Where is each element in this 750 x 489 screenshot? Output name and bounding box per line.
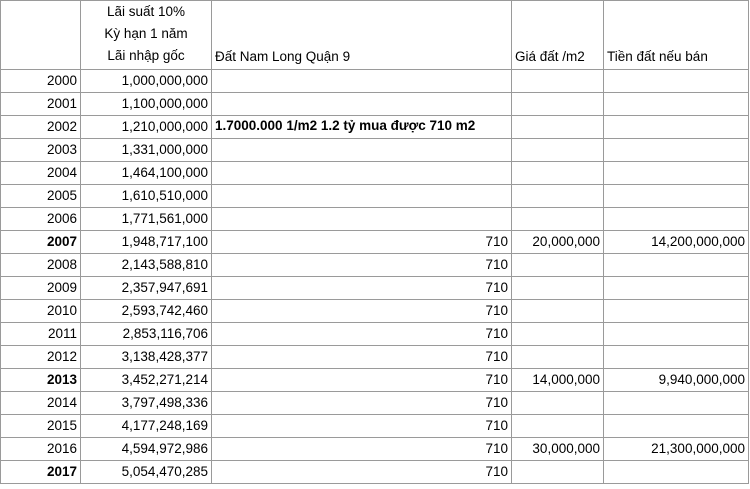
capital-cell[interactable]: 4,594,972,986 (81, 438, 212, 461)
area-cell[interactable]: 710 (212, 415, 512, 438)
year-cell[interactable]: 2014 (1, 392, 81, 415)
note-text: 1.7000.000 1/m2 1.2 tỷ mua được 710 m2 (215, 118, 476, 133)
area-cell[interactable]: 710 (212, 438, 512, 461)
price-cell[interactable] (512, 277, 604, 300)
year-cell[interactable]: 2008 (1, 254, 81, 277)
value-cell[interactable] (604, 392, 749, 415)
header-capital-line-2: Kỳ hạn 1 năm (104, 26, 188, 41)
price-cell[interactable] (512, 208, 604, 231)
table-row (1, 185, 749, 208)
price-cell[interactable] (512, 415, 604, 438)
area-cell[interactable]: 710 (212, 346, 512, 369)
value-cell[interactable] (604, 116, 749, 139)
header-cell-capital[interactable] (81, 1, 212, 70)
value-cell[interactable] (604, 277, 749, 300)
year-cell[interactable]: 2002 (1, 116, 81, 139)
year-cell[interactable]: 2005 (1, 185, 81, 208)
value-cell[interactable] (604, 461, 749, 484)
price-cell[interactable] (512, 392, 604, 415)
header-cell-year[interactable] (1, 1, 81, 70)
area-cell[interactable]: 710 (212, 254, 512, 277)
year-cell[interactable]: 2001 (1, 93, 81, 116)
year-cell[interactable]: 2016 (1, 438, 81, 461)
value-cell[interactable] (604, 254, 749, 277)
area-cell[interactable]: 710 (212, 392, 512, 415)
value-cell[interactable] (604, 162, 749, 185)
price-cell[interactable] (512, 323, 604, 346)
value-cell[interactable]: 21,300,000,000 (604, 438, 749, 461)
price-cell[interactable]: 20,000,000 (512, 231, 604, 254)
price-cell[interactable] (512, 185, 604, 208)
price-cell[interactable]: 30,000,000 (512, 438, 604, 461)
year-cell[interactable]: 2017 (1, 461, 81, 484)
price-cell[interactable] (512, 300, 604, 323)
header-cell-land[interactable]: Đất Nam Long Quận 9 (212, 1, 512, 70)
year-cell[interactable]: 2009 (1, 277, 81, 300)
capital-cell[interactable]: 2,143,588,810 (81, 254, 212, 277)
capital-cell[interactable]: 3,797,498,336 (81, 392, 212, 415)
table-row (1, 438, 749, 461)
year-cell[interactable]: 2007 (1, 231, 81, 254)
capital-cell[interactable]: 2,593,742,460 (81, 300, 212, 323)
price-cell[interactable] (512, 70, 604, 93)
value-cell[interactable] (604, 323, 749, 346)
table-row (1, 392, 749, 415)
capital-cell[interactable]: 4,177,248,169 (81, 415, 212, 438)
value-cell[interactable] (604, 415, 749, 438)
table-row (1, 461, 749, 484)
value-cell[interactable] (604, 346, 749, 369)
table-row (1, 162, 749, 185)
year-cell[interactable]: 2015 (1, 415, 81, 438)
year-cell[interactable]: 2012 (1, 346, 81, 369)
value-cell[interactable] (604, 208, 749, 231)
area-cell[interactable] (212, 139, 512, 162)
area-cell[interactable]: 710 (212, 300, 512, 323)
value-cell[interactable]: 14,200,000,000 (604, 231, 749, 254)
table-row (1, 93, 749, 116)
capital-cell[interactable]: 1,610,510,000 (81, 185, 212, 208)
area-cell[interactable] (212, 185, 512, 208)
value-cell[interactable]: 9,940,000,000 (604, 369, 749, 392)
price-cell[interactable] (512, 461, 604, 484)
table-row (1, 231, 749, 254)
price-cell[interactable] (512, 93, 604, 116)
capital-cell[interactable]: 3,452,271,214 (81, 369, 212, 392)
table-row (1, 277, 749, 300)
price-cell[interactable] (512, 139, 604, 162)
capital-cell[interactable]: 1,210,000,000 (81, 116, 212, 139)
capital-cell[interactable]: 2,853,116,706 (81, 323, 212, 346)
header-cell-value[interactable]: Tiền đất nếu bán (604, 1, 749, 70)
area-cell[interactable] (212, 162, 512, 185)
value-cell[interactable] (604, 70, 749, 93)
capital-cell[interactable]: 5,054,470,285 (81, 461, 212, 484)
area-cell[interactable]: 710 (212, 277, 512, 300)
capital-cell[interactable]: 1,000,000,000 (81, 70, 212, 93)
capital-cell[interactable]: 1,948,717,100 (81, 231, 212, 254)
table-row (1, 346, 749, 369)
price-cell[interactable] (512, 346, 604, 369)
year-cell[interactable]: 2004 (1, 162, 81, 185)
price-cell[interactable] (512, 162, 604, 185)
value-cell[interactable] (604, 139, 749, 162)
year-cell[interactable]: 2011 (1, 323, 81, 346)
capital-cell[interactable]: 1,464,100,000 (81, 162, 212, 185)
table-row (1, 300, 749, 323)
year-cell[interactable]: 2003 (1, 139, 81, 162)
table-row (1, 254, 749, 277)
capital-cell[interactable]: 1,331,000,000 (81, 139, 212, 162)
value-cell[interactable] (604, 300, 749, 323)
header-cell-price[interactable]: Giá đất /m2 (512, 1, 604, 70)
table-row (1, 208, 749, 231)
area-cell[interactable]: 710 (212, 231, 512, 254)
year-cell[interactable]: 2000 (1, 70, 81, 93)
year-cell[interactable]: 2010 (1, 300, 81, 323)
year-cell[interactable]: 2013 (1, 369, 81, 392)
price-cell[interactable] (512, 254, 604, 277)
header-capital-line-1: Lãi suất 10% (106, 4, 186, 19)
year-cell[interactable]: 2006 (1, 208, 81, 231)
table-row (1, 369, 749, 392)
capital-cell[interactable]: 2,357,947,691 (81, 277, 212, 300)
value-cell[interactable] (604, 185, 749, 208)
area-cell[interactable] (212, 93, 512, 116)
header-capital-line-3: Lãi nhập gốc (107, 48, 185, 63)
header-row (1, 1, 749, 70)
table-row (1, 415, 749, 438)
price-cell[interactable] (512, 116, 604, 139)
table-row (1, 139, 749, 162)
value-cell[interactable] (604, 93, 749, 116)
note-cell[interactable] (212, 116, 512, 139)
area-cell[interactable] (212, 208, 512, 231)
area-cell[interactable]: 710 (212, 369, 512, 392)
capital-cell[interactable]: 1,100,000,000 (81, 93, 212, 116)
table-row (1, 70, 749, 93)
table-row (1, 116, 749, 139)
area-cell[interactable] (212, 70, 512, 93)
area-cell[interactable]: 710 (212, 323, 512, 346)
table-row (1, 323, 749, 346)
capital-cell[interactable]: 3,138,428,377 (81, 346, 212, 369)
price-cell[interactable]: 14,000,000 (512, 369, 604, 392)
capital-cell[interactable]: 1,771,561,000 (81, 208, 212, 231)
area-cell[interactable]: 710 (212, 461, 512, 484)
